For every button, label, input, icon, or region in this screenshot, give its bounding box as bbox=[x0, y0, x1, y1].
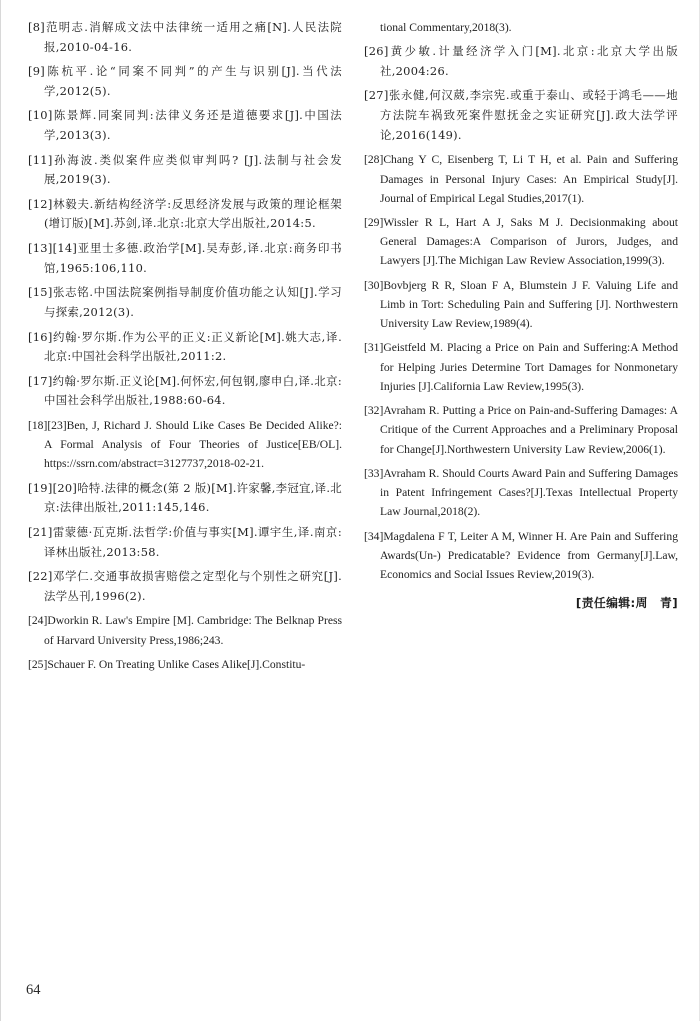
reference-text: [29]Wissler R L, Hart A J, Saks M J. Decisionmaking about General Damages:A Comparison of Jurors, Judges, and Lawyers [J].The Michigan Law Review Association,1999(3). bbox=[364, 215, 678, 268]
reference-list-right bbox=[364, 18, 678, 584]
reference-text: [11]孙海波.类似案件应类似审判吗? [J].法制与社会发展,2019(3). bbox=[28, 152, 342, 187]
reference-entry bbox=[28, 416, 342, 474]
page-number: 64 bbox=[26, 982, 41, 998]
reference-entry bbox=[28, 18, 342, 57]
reference-text: [12]林毅夫.新结构经济学:反思经济发展与政策的理论框架(增订版)[M].苏剑,译.北京:北京大学出版社,2014:5. bbox=[28, 196, 342, 231]
right-column bbox=[364, 18, 678, 679]
reference-text: [17]约翰·罗尔斯.正义论[M].何怀宏,何包钢,廖申白,译.北京:中国社会科学出版社,1988:60-64. bbox=[28, 373, 342, 408]
reference-text: [24]Dworkin R. Law's Empire [M]. Cambridge: The Belknap Press of Harvard University Press,1986;243. bbox=[28, 614, 342, 647]
reference-text: [18][23]Ben, J, Richard J. Should Like Cases Be Decided Alike?: A Formal Analysis of Four Theories of Justice[EB/OL]. https://ssrn.com/abstract=3127737,2018-02-21. bbox=[28, 418, 342, 471]
reference-entry bbox=[364, 401, 678, 459]
editor-note: [责任编辑:周 青] bbox=[575, 596, 678, 611]
two-column-layout bbox=[28, 18, 678, 679]
reference-text: [25]Schauer F. On Treating Unlike Cases Alike[J].Constitu- bbox=[28, 657, 306, 671]
reference-text: [16]约翰·罗尔斯.作为公平的正义:正义新论[M].姚大志,译.北京:中国社会科学出版社,2011:2. bbox=[28, 329, 342, 364]
reference-entry bbox=[28, 328, 342, 367]
reference-entry bbox=[364, 527, 678, 585]
reference-entry bbox=[28, 611, 342, 649]
reference-list-left bbox=[28, 18, 342, 674]
reference-entry bbox=[364, 276, 678, 334]
reference-text: [10]陈景辉.同案同判:法律义务还是道德要求[J].中国法学,2013(3). bbox=[28, 108, 342, 143]
reference-entry bbox=[28, 62, 342, 101]
reference-text: [22]邓学仁.交通事故损害赔偿之定型化与个别性之研究[J].法学丛刊,1996(2). bbox=[28, 569, 342, 603]
reference-entry bbox=[28, 567, 342, 606]
reference-entry bbox=[364, 338, 678, 396]
reference-entry bbox=[28, 523, 342, 562]
reference-text: [27]张永健,何汉葳,李宗宪.或重于泰山、或轻于鸿毛——地方法院车祸致死案件慰抚金之实证研究[J].政大法学评论,2016(149). bbox=[364, 88, 678, 142]
reference-text: [9]陈杭平.论“同案不同判”的产生与识别[J].当代法学,2012(5). bbox=[28, 64, 342, 98]
reference-entry bbox=[28, 106, 342, 145]
reference-entry bbox=[364, 86, 678, 145]
reference-entry bbox=[364, 18, 678, 37]
reference-text: [33]Avraham R. Should Courts Award Pain and Suffering Damages in Patent Infringement Cases?[J].Texas Intellectual Property Law Journal,2018(2). bbox=[364, 466, 678, 519]
reference-entry bbox=[28, 151, 342, 190]
reference-text: [26]黄少敏.计量经济学入门[M].北京:北京大学出版社,2004:26. bbox=[364, 44, 678, 78]
reference-text: [30]Bovbjerg R R, Sloan F A, Blumstein J F. Valuing Life and Limb in Tort: Scheduling Pain and Suffering [J]. Northwestern University Law Review,1989(4). bbox=[364, 278, 678, 331]
reference-text: [31]Geistfeld M. Placing a Price on Pain and Suffering:A Method for Helping Juries Determine Tort Damages for Nonmonetary Injuries [J].California Law Review,1995(3). bbox=[364, 341, 678, 393]
reference-entry bbox=[364, 213, 678, 271]
reference-text: tional Commentary,2018(3). bbox=[380, 21, 512, 34]
reference-text: [21]雷蒙德·瓦克斯.法哲学:价值与事实[M].谭宇生,译.南京:译林出版社,2013:58. bbox=[28, 524, 342, 559]
reference-entry bbox=[28, 239, 342, 278]
reference-text: [15]张志铭.中国法院案例指导制度价值功能之认知[J].学习与探索,2012(3). bbox=[28, 285, 342, 319]
reference-entry bbox=[28, 195, 342, 234]
reference-entry bbox=[28, 655, 342, 674]
reference-text: [8]范明志.消解成文法中法律统一适用之痛[N].人民法院报,2010-04-16. bbox=[28, 20, 342, 54]
reference-entry bbox=[364, 150, 678, 208]
reference-text: [19][20]哈特.法律的概念(第 2 版)[M].许家馨,李冠宜,译.北京:法律出版社,2011:145,146. bbox=[28, 480, 342, 515]
reference-text: [28]Chang Y C, Eisenberg T, Li T H, et al. Pain and Suffering Damages in Personal Injury Cases: An Empirical Study[J]. Journal of Empirical Legal Studies,2017(1). bbox=[364, 153, 678, 205]
reference-entry bbox=[28, 283, 342, 322]
reference-entry bbox=[364, 42, 678, 81]
reference-entry bbox=[28, 479, 342, 518]
reference-text: [34]Magdalena F T, Leiter A M, Winner H. Are Pain and Suffering Awards(Un-) Predicatable? Evidence from Germany[J].Law, Economics and Social Issues Review,2019(3). bbox=[364, 529, 678, 581]
reference-entry bbox=[28, 372, 342, 411]
reference-text: [32]Avraham R. Putting a Price on Pain-and-Suffering Damages: A Critique of the Current Approaches and a Preliminary Proposal for Change[J].Northwestern University Law Review,2006(1). bbox=[364, 404, 678, 456]
reference-entry bbox=[364, 464, 678, 522]
reference-text: [13][14]亚里士多德.政治学[M].吴寿彭,译.北京:商务印书馆,1965:106,110. bbox=[28, 241, 342, 275]
left-column bbox=[28, 18, 342, 679]
